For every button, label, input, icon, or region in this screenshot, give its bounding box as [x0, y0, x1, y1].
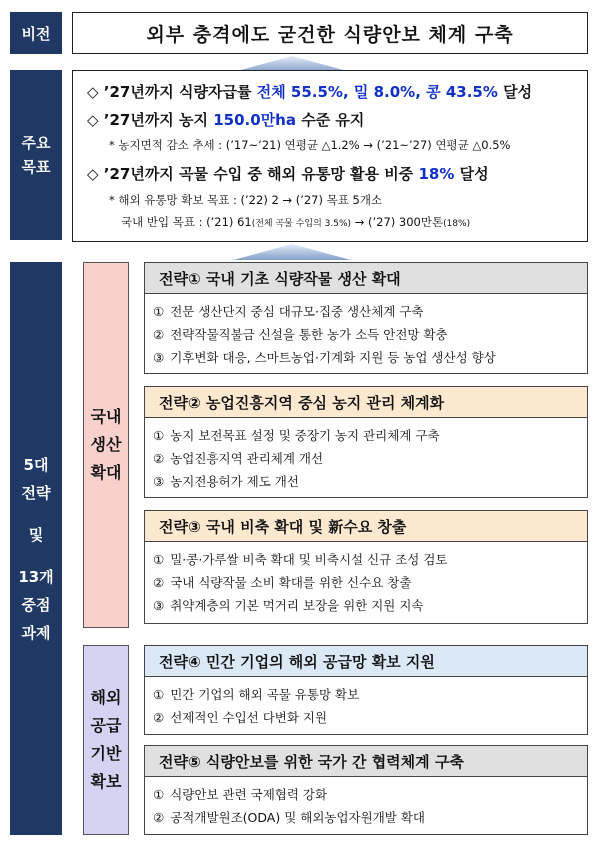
strategy-4-item-2: [153, 708, 327, 726]
strategy-3-item-1: [153, 550, 447, 568]
item-number: ①: [153, 428, 165, 443]
item-text: 민간 기업의 해외 곡물 유통망 확보: [170, 687, 360, 702]
vision-text: 외부 충격에도 굳건한 식량안보 체계 구축: [146, 23, 514, 46]
item-number: ②: [153, 810, 165, 825]
cat-overseas-l3: 기반: [90, 744, 122, 763]
strategy-2-item-2: [153, 449, 323, 467]
strategy-3-item-2: [153, 573, 411, 591]
goals-box: [72, 70, 588, 242]
item-number: ②: [153, 451, 165, 466]
item-text: 선제적인 수입선 다변화 지원: [170, 710, 328, 725]
up-arrow-2: [222, 244, 362, 260]
item-text: 농지전용허가 제도 개선: [170, 474, 299, 489]
goals-label-line1: 주요: [21, 134, 51, 152]
item-text: 공적개발원조(ODA) 및 해외농업자원개발 확대: [170, 810, 425, 825]
goal1-suffix: 달성: [503, 83, 533, 101]
cat-overseas-l2: 공급: [90, 716, 122, 735]
strategy-1-header: [144, 262, 588, 294]
goal3-note2-b: (전체 곡물 수입의 3.5%): [251, 219, 352, 229]
strategy-2-item-3: [153, 472, 299, 490]
strategies-label-l6: 과제: [21, 623, 51, 642]
cat-domestic-l3: 확대: [90, 463, 122, 482]
category-overseas: [83, 645, 129, 835]
strategy-5-header: [144, 745, 588, 777]
vision-label: [10, 12, 62, 54]
goals-label-line2: 목표: [21, 158, 51, 176]
strategy-2-body: [144, 418, 588, 498]
strategy-1-body: [144, 294, 588, 374]
strategy-4-body: [144, 677, 588, 735]
item-text: 전문 생산단지 중심 대규모·집중 생산체계 구축: [170, 304, 424, 319]
strategies-label-l4: 13개: [18, 567, 54, 586]
item-number: ①: [153, 687, 165, 702]
item-number: ②: [153, 327, 165, 342]
goal2-suffix: 수준 유지: [301, 111, 365, 129]
strategy-1-item-1: [153, 302, 424, 320]
item-number: ②: [153, 710, 165, 725]
strategy-2-header: [144, 386, 588, 418]
item-number: ①: [153, 304, 165, 319]
vision-box: [72, 12, 588, 54]
strategy-5-body: [144, 777, 588, 835]
goal2-note: * 농지면적 감소 추세 : (’17~’21) 연평균 △1.2% → (’21~’27) 연평균 △0.5%: [109, 138, 511, 152]
goal3-value: 18%: [418, 165, 455, 183]
goal3-note2-c: → (’27) 300만톤: [354, 215, 444, 229]
strategy-1-item-2: [153, 325, 448, 343]
goal3-note2-a: 국내 반입 목표 : (’21) 61: [121, 215, 252, 229]
item-number: ③: [153, 598, 165, 613]
strategy-3-item-3: [153, 596, 424, 614]
goal3-note2-d: (18%): [443, 219, 471, 229]
strategy-2-item-1: [153, 426, 440, 444]
item-number: ①: [153, 552, 165, 567]
cat-domestic-l1: 국내: [90, 407, 122, 426]
strategy-1-item-3: [153, 348, 496, 366]
item-number: ①: [153, 787, 165, 802]
strategy-1-title: 전략① 국내 기초 식량작물 생산 확대: [159, 269, 401, 288]
vision-label-text: 비전: [21, 24, 51, 43]
category-domestic: [83, 262, 129, 628]
item-text: 국내 식량작물 소비 확대를 위한 신수요 창출: [170, 575, 412, 590]
goal2-prefix: ◇ ’27년까지 농지: [87, 111, 209, 129]
item-text: 농업진흥지역 관리체계 개선: [170, 451, 324, 466]
strategies-label-l3: 및: [28, 525, 44, 544]
strategy-4-title: 전략④ 민간 기업의 해외 공급망 확보 지원: [159, 652, 435, 671]
strategy-4-item-1: [153, 685, 359, 703]
goal3-prefix: ◇ ’27년까지 곡물 수입 중 해외 유통망 활용 비중: [87, 165, 414, 183]
strategies-label: [10, 262, 62, 835]
strategy-3-title: 전략③ 국내 비축 확대 및 新수요 창출: [159, 517, 407, 536]
goal1-prefix: ◇ ’27년까지 식량자급률: [87, 83, 252, 101]
cat-domestic-l2: 생산: [90, 435, 122, 454]
goal-overseas-share: [87, 163, 489, 184]
strategies-label-l2: 전략: [21, 483, 51, 502]
cat-overseas-l1: 해외: [90, 688, 122, 707]
strategy-3-body: [144, 542, 588, 624]
goal1-values: 전체 55.5%, 밀 8.0%, 콩 43.5%: [256, 83, 498, 101]
goal3-note1: * 해외 유통망 확보 목표 : (’22) 2 → (’27) 목표 5개소: [109, 193, 383, 207]
goal-farmland: [87, 109, 364, 130]
item-number: ③: [153, 350, 165, 365]
strategy-5-item-1: [153, 785, 327, 803]
cat-overseas-l4: 확보: [90, 772, 122, 791]
strategies-label-l1: 5대: [23, 455, 49, 474]
item-number: ②: [153, 575, 165, 590]
strategy-5-title: 전략⑤ 식량안보를 위한 국가 간 협력체계 구축: [159, 752, 464, 771]
item-text: 식량안보 관련 국제협력 강화: [170, 787, 328, 802]
item-number: ③: [153, 474, 165, 489]
strategy-2-title: 전략② 농업진흥지역 중심 농지 관리 체계화: [159, 393, 445, 412]
strategy-4-header: [144, 645, 588, 677]
item-text: 농지 보전목표 설정 및 중장기 농지 관리체계 구축: [170, 428, 440, 443]
strategy-5-item-2: [153, 808, 425, 826]
item-text: 전략작물직불금 신설을 통한 농가 소득 안전망 확충: [170, 327, 448, 342]
goal-self-sufficiency: [87, 81, 532, 102]
goal2-value: 150.0만ha: [213, 111, 296, 129]
strategy-3-header: [144, 510, 588, 542]
goals-label: [10, 70, 62, 240]
item-text: 기후변화 대응, 스마트농업·기계화 지원 등 농업 생산성 향상: [170, 350, 496, 365]
strategies-label-l5: 중점: [21, 595, 51, 614]
goal3-suffix: 달성: [459, 165, 489, 183]
goal3-note2: [121, 214, 470, 230]
item-text: 취약계층의 기본 먹거리 보장을 위한 지원 지속: [170, 598, 424, 613]
item-text: 밀·콩·가루쌀 비축 확대 및 비축시설 신규 조성 검토: [170, 552, 448, 567]
